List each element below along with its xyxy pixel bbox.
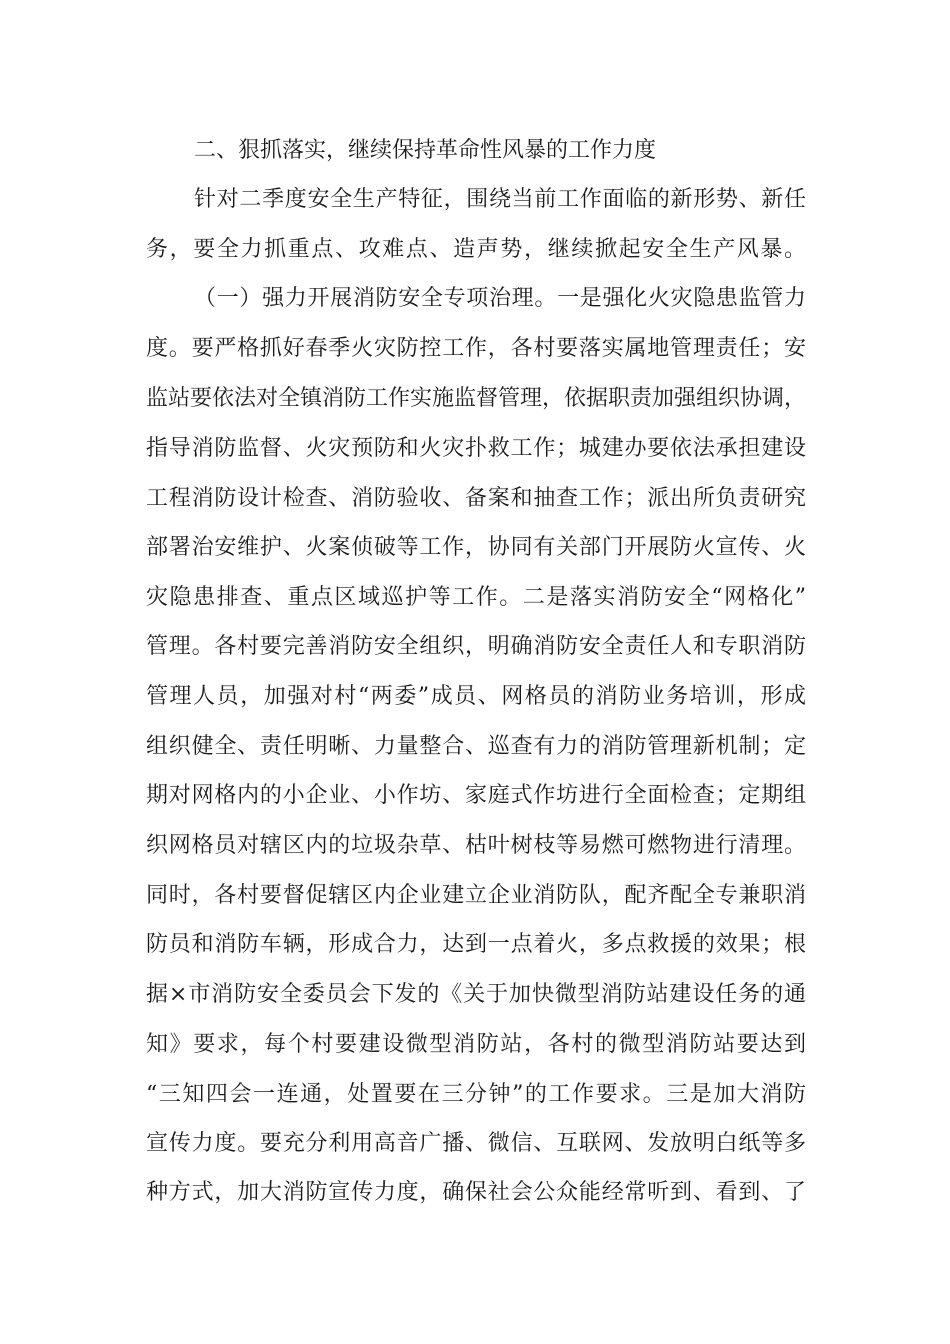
paragraph-line: 针对二季度安全生产特征，围绕当前工作面临的新形势、新任 xyxy=(194,187,806,212)
paragraph-line: 灾隐患排查、重点区域巡护等工作。二是落实消防安全“网格化” xyxy=(146,585,806,610)
paragraph-line: 种方式，加大消防宣传力度，确保社会公众能经常听到、看到、了 xyxy=(146,1180,806,1205)
paragraph-line: 知》要求，每个村要建设微型消防站，各村的微型消防站要达到 xyxy=(146,1032,806,1057)
paragraph-line: 工程消防设计检查、消防验收、备案和抽查工作；派出所负责研究 xyxy=(146,486,806,511)
paragraph-line: 度。要严格抓好春季火灾防控工作，各村要落实属地管理责任；安 xyxy=(146,336,806,361)
paragraph-line: （一）强力开展消防安全专项治理。一是强化火灾隐患监管力 xyxy=(194,286,806,311)
paragraph-line: 部署治安维护、火案侦破等工作，协同有关部门开展防火宣传、火 xyxy=(146,535,806,560)
paragraph-line: 指导消防监督、火灾预防和火灾扑救工作；城建办要依法承担建设 xyxy=(146,436,806,461)
paragraph-line: 组织健全、责任明晰、力量整合、巡查有力的消防管理新机制；定 xyxy=(146,734,806,759)
paragraph-line: 管理。各村要完善消防安全组织，明确消防安全责任人和专职消防 xyxy=(146,634,806,659)
paragraph-line: 监站要依法对全镇消防工作实施监督管理，依据职责加强组织协调， xyxy=(146,386,807,411)
paragraph-line: “三知四会一连通，处置要在三分钟”的工作要求。三是加大消防 xyxy=(146,1082,806,1107)
paragraph-line: 织网格员对辖区内的垃圾杂草、枯叶树枝等易燃可燃物进行清理。 xyxy=(146,833,806,858)
paragraph-line: 防员和消防车辆，形成合力，达到一点着火，多点救援的效果；根 xyxy=(146,932,806,957)
section-heading: 二、狠抓落实，继续保持革命性风暴的工作力度 xyxy=(194,138,657,163)
paragraph-line: 管理人员，加强对村“两委”成员、网格员的消防业务培训，形成 xyxy=(146,684,806,709)
paragraph-line: 期对网格内的小企业、小作坊、家庭式作坊进行全面检查；定期组 xyxy=(146,783,806,808)
paragraph-line: 据×市消防安全委员会下发的《关于加快微型消防站建设任务的通 xyxy=(146,982,806,1007)
paragraph-line: 宣传力度。要充分利用高音广播、微信、互联网、发放明白纸等多 xyxy=(146,1131,806,1156)
paragraph-line: 同时，各村要督促辖区内企业建立企业消防队，配齐配全专兼职消 xyxy=(146,883,806,908)
paragraph-line: 务，要全力抓重点、攻难点、造声势，继续掀起安全生产风暴。 xyxy=(146,237,806,262)
